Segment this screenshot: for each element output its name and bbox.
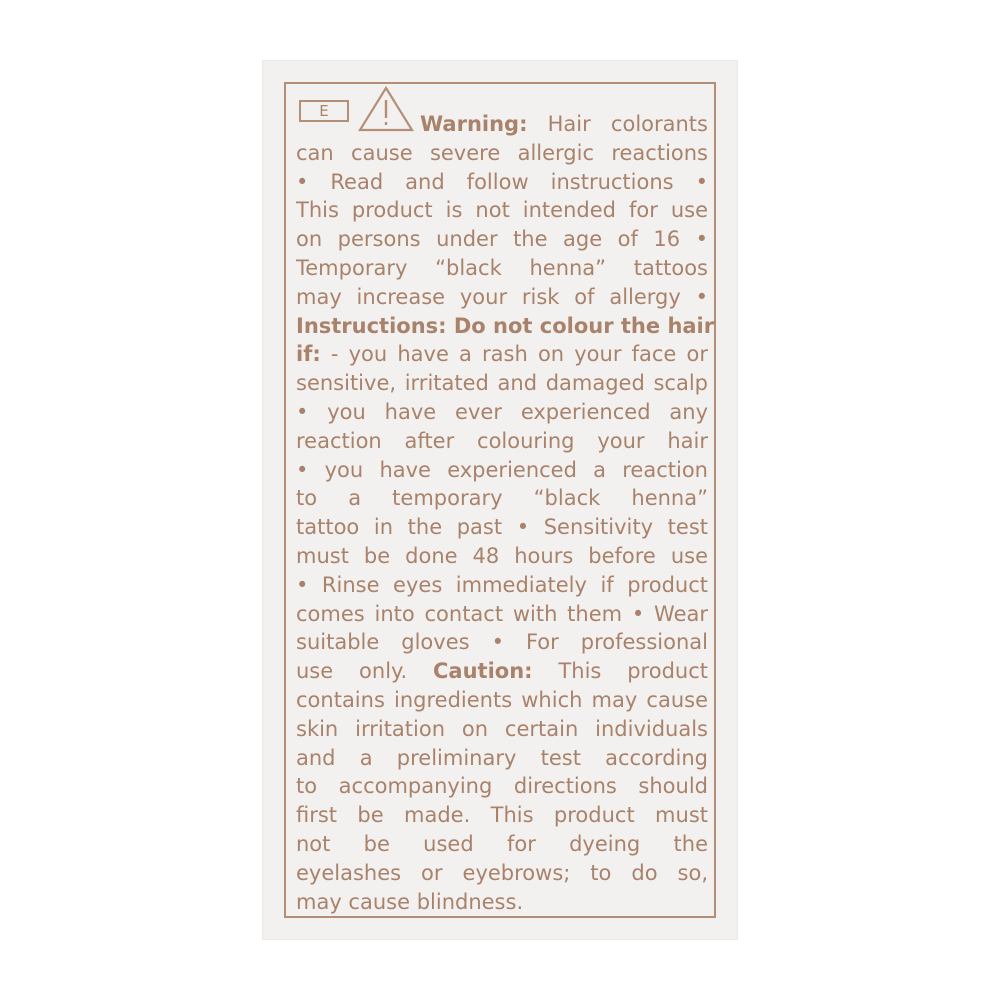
label-text-line — [296, 427, 708, 456]
label-text: not be used for dyeing the — [296, 831, 708, 856]
label-text: suitable gloves • For professional — [296, 630, 708, 655]
label-text: first be made. This product must — [296, 803, 708, 828]
label-text: to accompanying directions should — [296, 774, 708, 799]
label-text-line — [296, 513, 708, 542]
warning-heading: Warning: — [420, 112, 528, 136]
label-text: use only. — [296, 659, 434, 684]
label-bold-text: Instructions: Do not colour the hair — [296, 313, 715, 338]
label-text: • you have ever experienced any — [296, 399, 708, 424]
label-text: can cause severe allergic reactions — [296, 140, 708, 165]
label-text-line — [296, 254, 708, 283]
label-bold-text: if: — [296, 342, 321, 367]
label-text-line — [296, 628, 708, 657]
label-text: Temporary “black henna” tattoos — [296, 255, 708, 280]
label-text-line — [296, 657, 708, 686]
label-text: • you have experienced a reaction — [296, 457, 708, 482]
label-text-line — [296, 744, 708, 773]
label-text: eyelashes or eyebrows; to do so, — [296, 860, 708, 885]
label-text: must be done 48 hours before use — [296, 543, 708, 568]
label-text-line — [296, 196, 708, 225]
label-text-line — [296, 139, 708, 168]
warning-first-line-rest: Hair colorants — [547, 112, 708, 136]
label-text-line — [296, 398, 708, 427]
label-text: may increase your risk of allergy • — [296, 284, 708, 309]
label-text: on persons under the age of 16 • — [296, 227, 708, 252]
e-mark-badge — [299, 100, 349, 122]
label-text: and a preliminary test according — [296, 745, 708, 770]
label-text-line — [296, 772, 708, 801]
label-text: contains ingredients which may cause — [296, 687, 708, 712]
label-text-line — [296, 571, 708, 600]
label-text: reaction after colouring your hair — [296, 428, 708, 453]
product-label — [262, 60, 738, 940]
label-text-line — [296, 715, 708, 744]
label-text: sensitive, irritated and damaged scalp — [296, 371, 708, 396]
e-mark-text: E — [319, 102, 329, 120]
label-text: comes into contact with them • Wear — [296, 601, 708, 626]
label-text-line — [296, 168, 708, 197]
label-text: This product — [532, 659, 708, 684]
label-text-line — [296, 830, 708, 859]
label-text-line — [296, 600, 708, 629]
label-text-line — [296, 484, 708, 513]
label-text-line — [296, 369, 708, 398]
label-text-line — [296, 456, 708, 485]
label-text-line — [296, 283, 708, 312]
label-text: may cause blindness. — [296, 889, 524, 914]
warning-triangle-icon — [357, 85, 415, 133]
label-text: skin irritation on certain individuals — [296, 716, 708, 741]
label-text: - you have a rash on your face or — [320, 342, 708, 367]
label-text-line — [296, 859, 708, 888]
label-text: tattoo in the past • Sensitivity test — [296, 515, 708, 540]
label-text-line — [296, 225, 708, 254]
label-text-line — [296, 340, 708, 369]
label-text-line — [296, 686, 708, 715]
label-text: • Read and follow instructions • — [296, 169, 708, 194]
label-bold-text: Caution: — [433, 659, 533, 684]
label-text: This product is not intended for use — [296, 198, 708, 223]
label-text-line — [296, 801, 708, 830]
label-text-line — [296, 888, 708, 917]
label-text: • Rinse eyes immediately if product — [296, 572, 708, 597]
label-text-line — [296, 542, 708, 571]
warning-first-line — [420, 110, 708, 139]
warning-body-text — [296, 139, 715, 917]
label-text: to a temporary “black henna” — [296, 486, 708, 511]
label-text-line — [296, 312, 715, 341]
